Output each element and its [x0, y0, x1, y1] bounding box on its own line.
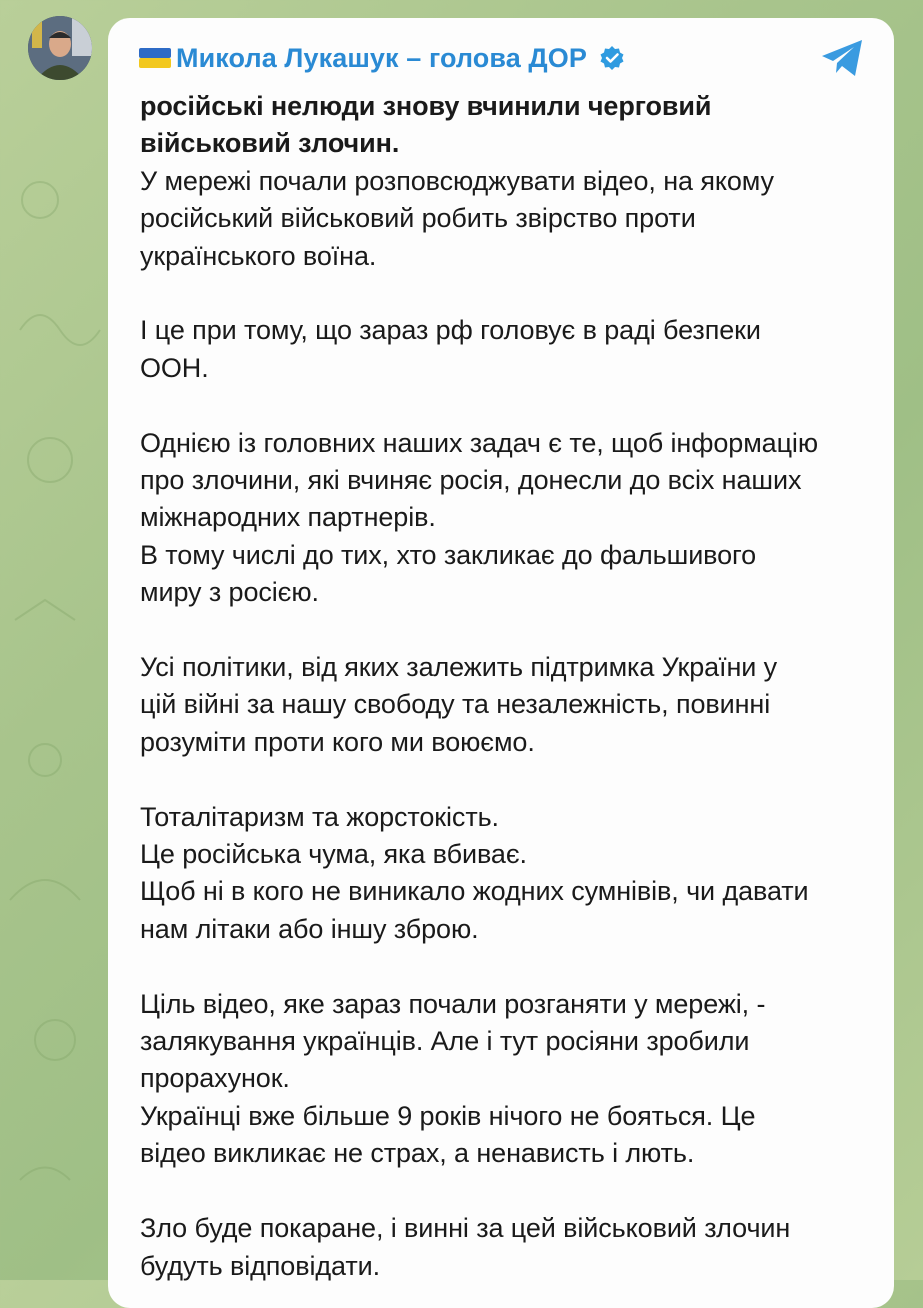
message-line: ООН.	[140, 352, 209, 383]
message-line: Однією із головних наших задач є те, щоб інформацію	[140, 427, 818, 458]
channel-avatar[interactable]	[28, 16, 92, 80]
message-line: відео викликає не страх, а ненависть і лють.	[140, 1138, 695, 1169]
message-line: будуть відповідати.	[140, 1250, 380, 1281]
ukraine-flag-icon	[138, 47, 172, 69]
message-line: українського воїна.	[140, 240, 377, 271]
message-header	[138, 40, 625, 76]
verified-badge-icon	[599, 45, 625, 71]
message-line: про злочини, які вчиняє росія, донесли до всіх наших	[140, 465, 802, 496]
message-line: Ціль відео, яке зараз почали розганяти у мережі, -	[140, 988, 766, 1019]
message-line: У мережі почали розповсюджувати відео, на якому	[140, 165, 774, 196]
message-line: Це російська чума, яка вбиває.	[140, 839, 527, 870]
message-lead-line: військовий злочин.	[140, 128, 400, 159]
avatar-portrait	[28, 16, 92, 80]
message-line: залякування українців. Але і тут росіяни зробили	[140, 1026, 750, 1057]
message-line: міжнародних партнерів.	[140, 502, 436, 533]
message-line: розуміти проти кого ми воюємо.	[140, 726, 535, 757]
message-line: Українці вже більше 9 років нічого не бояться. Це	[140, 1100, 756, 1131]
message-line: російський військовий робить звірство проти	[140, 203, 696, 234]
message-line: Зло буде покаране, і винні за цей військовий злочин	[140, 1213, 791, 1244]
message-line: І це при тому, що зараз рф головує в раді безпеки	[140, 315, 761, 346]
message-lead-line: російські нелюди знову вчинили черговий	[140, 91, 712, 121]
message-bubble	[108, 18, 894, 1308]
message-line: Усі політики, від яких залежить підтримка України у	[140, 652, 778, 683]
message-text	[140, 88, 880, 1285]
message-line: Щоб ні в кого не виникало жодних сумнівів, чи давати	[140, 876, 809, 907]
telegram-share-icon[interactable]	[820, 38, 866, 78]
channel-name[interactable]: Микола Лукашук – голова ДОР	[176, 42, 587, 73]
message-line: цій війні за нашу свободу та незалежність, повинні	[140, 689, 771, 720]
message-line: миру з росією.	[140, 577, 319, 608]
message-line: Тоталітаризм та жорстокість.	[140, 801, 499, 832]
message-line: нам літаки або іншу зброю.	[140, 913, 479, 944]
message-line: В тому числі до тих, хто закликає до фальшивого	[140, 539, 757, 570]
message-line: прорахунок.	[140, 1063, 290, 1094]
background-doodles	[0, 0, 108, 1280]
